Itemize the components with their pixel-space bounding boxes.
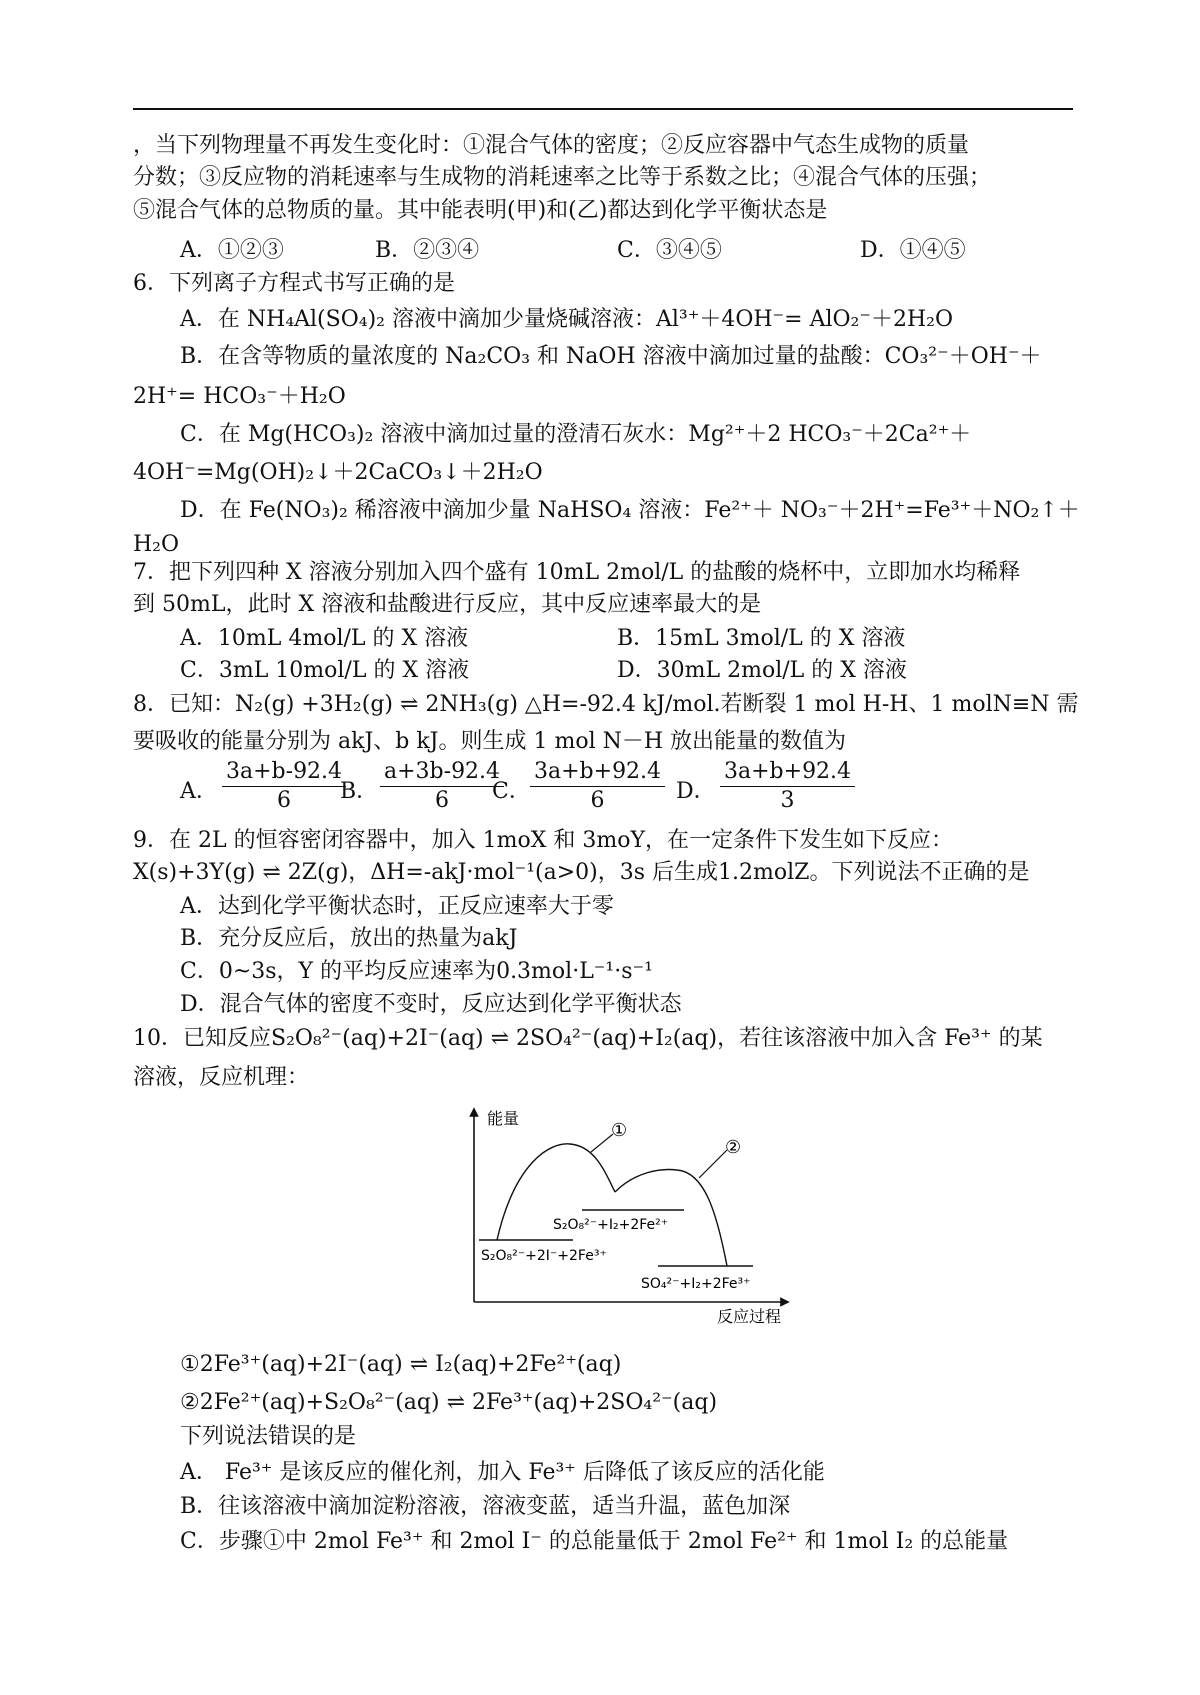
q5-line1: ，当下列物理量不再发生变化时：①混合气体的密度；②反应容器中气态生成物的质量 [133,133,970,158]
q7-option-c: C．3mL 10mol/L 的 X 溶液 [180,658,470,683]
top-rule [133,108,1073,110]
q6-option-a: A．在 NH₄Al(SO₄)₂ 溶液中滴加少量烧碱溶液：Al³⁺＋4OH⁻= AlO₂⁻＋2H₂O [180,307,954,332]
q9-option-d: D．混合气体的密度不变时，反应达到化学平衡状态 [180,992,682,1017]
q7-option-d: D．30mL 2mol/L 的 X 溶液 [617,658,907,683]
q7-stem-line2: 到 50mL，此时 X 溶液和盐酸进行反应，其中反应速率最大的是 [133,592,762,617]
q5-option-a: A．①②③ [180,238,284,263]
q8-option-a-numerator: 3a+b-92.4 [222,758,346,787]
q8-option-a-denominator: 6 [277,788,292,813]
q6-option-b-line1: B．在含等物质的量浓度的 Na₂CO₃ 和 NaOH 溶液中滴加过量的盐酸：CO₃²⁻＋OH⁻＋ [180,344,1042,369]
level-start-label: S₂O₈²⁻+2I⁻+2Fe³⁺ [481,1248,607,1264]
q8-option-c-label: C． [492,779,531,804]
q9-option-c: C．0~3s，Y 的平均反应速率为0.3mol·L⁻¹·s⁻¹ [180,959,653,984]
q5-option-d: D．①④⑤ [860,238,966,263]
q8-option-b-fraction [380,758,504,815]
q8-option-a-fraction [222,758,346,815]
q9-option-b: B．充分反应后，放出的热量为akJ [180,926,518,951]
q8-option-a-label: A． [180,779,218,804]
q8-option-d-fraction [720,758,855,815]
q6-stem: 6．下列离子方程式书写正确的是 [133,271,455,296]
q10-step-2: ②2Fe²⁺(aq)+S₂O₈²⁻(aq) ⇌ 2Fe³⁺(aq)+2SO₄²⁻(aq) [180,1390,718,1415]
q10-option-c: C．步骤①中 2mol Fe³⁺ 和 2mol I⁻ 的总能量低于 2mol Fe²⁺ 和 1mol I₂ 的总能量 [180,1529,1009,1554]
level-end-label: SO₄²⁻+I₂+2Fe³⁺ [641,1276,751,1292]
q8-option-c-numerator: 3a+b+92.4 [530,758,665,787]
q7-option-a: A．10mL 4mol/L 的 X 溶液 [180,626,469,651]
q8-option-d-label: D． [676,779,716,804]
level-mid-label: S₂O₈²⁻+I₂+2Fe²⁺ [553,1217,669,1233]
q10-option-a: A． Fe³⁺ 是该反应的催化剂，加入 Fe³⁺ 后降低了该反应的活化能 [180,1460,825,1485]
q5-line2: 分数；③反应物的消耗速率与生成物的消耗速率之比等于系数之比；④混合气体的压强； [133,165,992,190]
q8-option-d-numerator: 3a+b+92.4 [720,758,855,787]
q8-option-b-label: B． [340,779,379,804]
energy-diagram [455,1102,815,1330]
q8-option-b-numerator: a+3b-92.4 [380,758,504,787]
q10-stem-line2: 溶液，反应机理： [133,1065,310,1090]
marker-1-leader [591,1134,613,1152]
q5-line3: ⑤混合气体的总物质的量。其中能表明(甲)和(乙)都达到化学平衡状态是 [133,198,828,223]
q9-option-a: A．达到化学平衡状态时，正反应速率大于零 [180,894,614,919]
q10-stem-line1: 10．已知反应S₂O₈²⁻(aq)+2I⁻(aq) ⇌ 2SO₄²⁻(aq)+I₂(aq)，若往该溶液中加入含 Fe³⁺ 的某 [133,1026,1043,1051]
q10-question: 下列说法错误的是 [180,1424,357,1449]
marker-2: ② [725,1137,742,1158]
q6-option-c-line2: 4OH⁻=Mg(OH)₂↓＋2CaCO₃↓＋2H₂O [133,460,543,485]
q7-option-b: B．15mL 3mol/L 的 X 溶液 [617,626,906,651]
marker-1: ① [611,1120,628,1141]
q8-option-d-denominator: 3 [780,788,795,813]
q6-option-d-line1: D．在 Fe(NO₃)₂ 稀溶液中滴加少量 NaHSO₄ 溶液：Fe²⁺＋ NO₃⁻＋2H⁺=Fe³⁺＋NO₂↑＋ [180,498,1080,523]
q6-option-c-line1: C．在 Mg(HCO₃)₂ 溶液中滴加过量的澄清石灰水：Mg²⁺＋2 HCO₃⁻＋2Ca²⁺＋ [180,422,972,447]
q8-stem-line1: 8．已知：N₂(g) +3H₂(g) ⇌ 2NH₃(g) △H=-92.4 kJ/mol.若断裂 1 mol H-H、1 molN≡N 需 [133,692,1079,717]
q9-stem-line2: X(s)+3Y(g) ⇌ 2Z(g)，ΔH=-akJ·mol⁻¹(a>0)，3s 后生成1.2molZ。下列说法不正确的是 [133,860,1030,885]
marker-2-leader [699,1150,727,1178]
q8-stem-line2: 要吸收的能量分别为 akJ、b kJ。则生成 1 mol N－H 放出能量的数值为 [133,729,847,754]
q6-option-d-line2: H₂O [133,532,180,557]
q8-option-c-denominator: 6 [590,788,605,813]
q7-stem-line1: 7．把下列四种 X 溶液分别加入四个盛有 10mL 2mol/L 的盐酸的烧杯中，立即加水均稀释 [133,560,1021,585]
q10-option-b: B．往该溶液中滴加淀粉溶液，溶液变蓝，适当升温，蓝色加深 [180,1494,791,1519]
q5-option-c: C．③④⑤ [617,238,722,263]
q8-option-c-fraction [530,758,665,815]
q5-option-b: B．②③④ [375,238,480,263]
q10-step-1: ①2Fe³⁺(aq)+2I⁻(aq) ⇌ I₂(aq)+2Fe²⁺(aq) [180,1352,622,1377]
q8-option-b-denominator: 6 [435,788,450,813]
q9-stem-line1: 9．在 2L 的恒容密闭容器中，加入 1moX 和 3moY，在一定条件下发生如下反应： [133,828,953,853]
y-axis-label: 能量 [487,1109,520,1128]
x-axis-label: 反应过程 [717,1307,782,1326]
q6-option-b-line2: 2H⁺= HCO₃⁻＋H₂O [133,384,346,409]
